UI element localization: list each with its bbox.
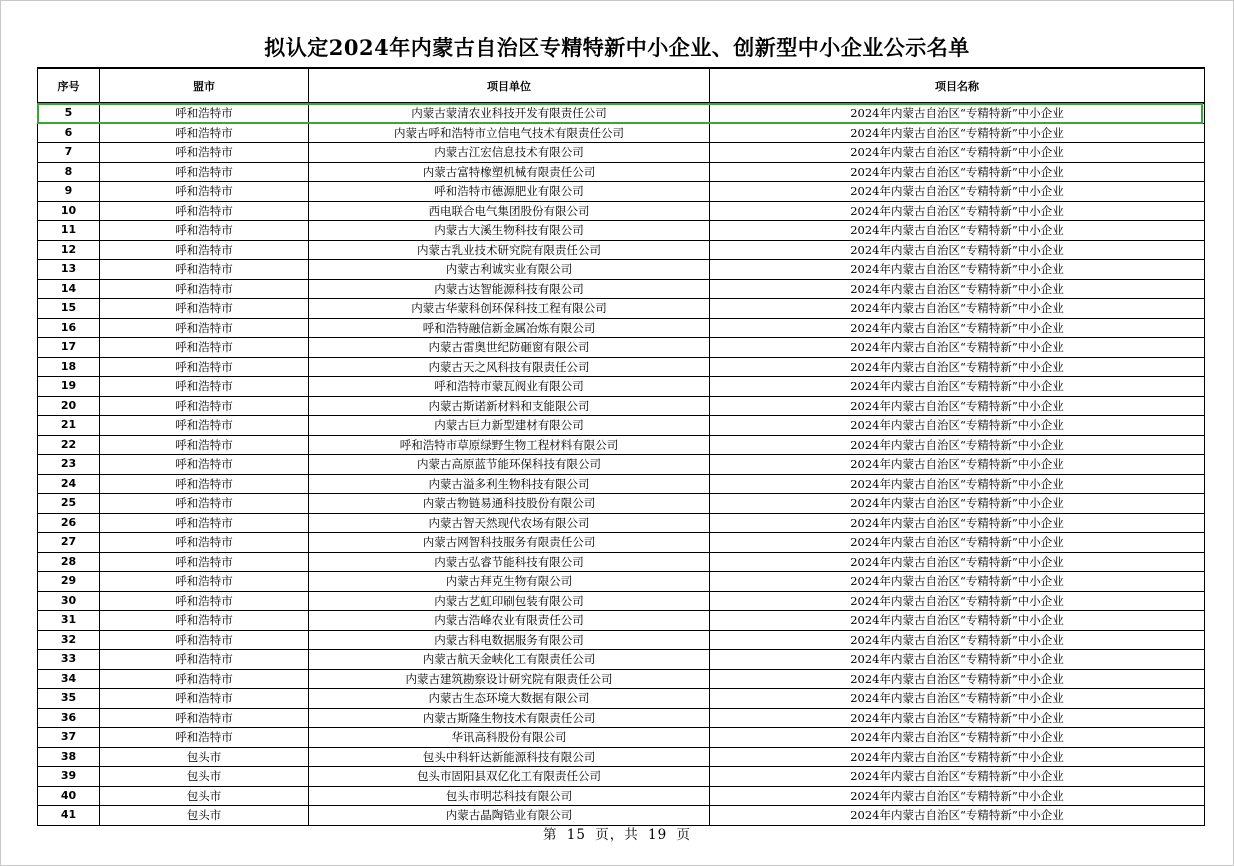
seq-cell: 35 [38, 689, 100, 709]
project-name-cell: 2024年内蒙古自治区“专精特新”中小企业 [710, 806, 1205, 826]
project-name-cell: 2024年内蒙古自治区“专精特新”中小企业 [710, 669, 1205, 689]
unit-cell: 华讯高科股份有限公司 [309, 728, 710, 748]
unit-cell: 呼和浩特融信新金属冶炼有限公司 [309, 318, 710, 338]
project-name-cell: 2024年内蒙古自治区“专精特新”中小企业 [710, 201, 1205, 221]
project-name-cell: 2024年内蒙古自治区“专精特新”中小企业 [710, 611, 1205, 631]
city-cell: 呼和浩特市 [100, 611, 309, 631]
project-name-cell: 2024年内蒙古自治区“专精特新”中小企业 [710, 728, 1205, 748]
project-name-cell: 2024年内蒙古自治区“专精特新”中小企业 [710, 279, 1205, 299]
unit-cell: 呼和浩特市德源肥业有限公司 [309, 182, 710, 202]
header-city: 盟市 [100, 68, 309, 103]
unit-cell: 内蒙古富特橡塑机械有限责任公司 [309, 162, 710, 182]
seq-cell: 10 [38, 201, 100, 221]
project-name-cell: 2024年内蒙古自治区“专精特新”中小企业 [710, 767, 1205, 787]
project-name-cell: 2024年内蒙古自治区“专精特新”中小企业 [710, 377, 1205, 397]
table-row[interactable] [38, 416, 1205, 436]
table-row[interactable] [38, 377, 1205, 397]
table-row[interactable] [38, 747, 1205, 767]
seq-cell: 30 [38, 591, 100, 611]
city-cell: 呼和浩特市 [100, 240, 309, 260]
seq-cell: 29 [38, 572, 100, 592]
table-row[interactable] [38, 357, 1205, 377]
project-name-cell: 2024年内蒙古自治区“专精特新”中小企业 [710, 591, 1205, 611]
seq-cell: 12 [38, 240, 100, 260]
city-cell: 呼和浩特市 [100, 357, 309, 377]
unit-cell: 内蒙古高原蓝节能环保科技有限公司 [309, 455, 710, 475]
unit-cell: 内蒙古物链易通科技股份有限公司 [309, 494, 710, 514]
city-cell: 包头市 [100, 806, 309, 826]
project-name-cell: 2024年内蒙古自治区“专精特新”中小企业 [710, 162, 1205, 182]
table-row[interactable] [38, 162, 1205, 182]
project-name-cell: 2024年内蒙古自治区“专精特新”中小企业 [710, 143, 1205, 163]
table-row[interactable] [38, 279, 1205, 299]
table-header-row [38, 68, 1205, 103]
city-cell: 呼和浩特市 [100, 201, 309, 221]
city-cell: 呼和浩特市 [100, 377, 309, 397]
table-row[interactable] [38, 611, 1205, 631]
seq-cell: 13 [38, 260, 100, 280]
city-cell: 呼和浩特市 [100, 338, 309, 358]
table-row[interactable] [38, 182, 1205, 202]
unit-cell: 包头中科轩达新能源科技有限公司 [309, 747, 710, 767]
unit-cell: 内蒙古科电数据服务有限公司 [309, 630, 710, 650]
table-body [38, 103, 1205, 825]
table-row[interactable] [38, 689, 1205, 709]
table-row[interactable] [38, 240, 1205, 260]
city-cell: 呼和浩特市 [100, 221, 309, 241]
unit-cell: 内蒙古溢多利生物科技有限公司 [309, 474, 710, 494]
city-cell: 包头市 [100, 767, 309, 787]
seq-cell: 16 [38, 318, 100, 338]
seq-cell: 36 [38, 708, 100, 728]
table-row[interactable] [38, 708, 1205, 728]
table-row[interactable] [38, 143, 1205, 163]
project-name-cell: 2024年内蒙古自治区“专精特新”中小企业 [710, 552, 1205, 572]
city-cell: 呼和浩特市 [100, 552, 309, 572]
project-name-cell: 2024年内蒙古自治区“专精特新”中小企业 [710, 103, 1205, 123]
project-name-cell: 2024年内蒙古自治区“专精特新”中小企业 [710, 650, 1205, 670]
project-name-cell: 2024年内蒙古自治区“专精特新”中小企业 [710, 416, 1205, 436]
unit-cell: 内蒙古大溪生物科技有限公司 [309, 221, 710, 241]
project-name-cell: 2024年内蒙古自治区“专精特新”中小企业 [710, 474, 1205, 494]
header-unit: 项目单位 [309, 68, 710, 103]
unit-cell: 内蒙古智天然现代农场有限公司 [309, 513, 710, 533]
table-row[interactable] [38, 533, 1205, 553]
city-cell: 呼和浩特市 [100, 669, 309, 689]
city-cell: 呼和浩特市 [100, 513, 309, 533]
city-cell: 呼和浩特市 [100, 591, 309, 611]
project-name-cell: 2024年内蒙古自治区“专精特新”中小企业 [710, 318, 1205, 338]
seq-cell: 40 [38, 786, 100, 806]
project-name-cell: 2024年内蒙古自治区“专精特新”中小企业 [710, 533, 1205, 553]
city-cell: 呼和浩特市 [100, 572, 309, 592]
unit-cell: 内蒙古乳业技术研究院有限责任公司 [309, 240, 710, 260]
table-row[interactable] [38, 260, 1205, 280]
unit-cell: 内蒙古江宏信息技术有限公司 [309, 143, 710, 163]
table-row[interactable] [38, 786, 1205, 806]
unit-cell: 内蒙古蒙清农业科技开发有限责任公司 [309, 103, 710, 123]
project-name-cell: 2024年内蒙古自治区“专精特新”中小企业 [710, 260, 1205, 280]
table-row[interactable] [38, 474, 1205, 494]
table-row[interactable] [38, 552, 1205, 572]
footer-prefix: 第 [542, 827, 558, 843]
project-name-cell: 2024年内蒙古自治区“专精特新”中小企业 [710, 435, 1205, 455]
seq-cell: 41 [38, 806, 100, 826]
city-cell: 呼和浩特市 [100, 162, 309, 182]
project-name-cell: 2024年内蒙古自治区“专精特新”中小企业 [710, 455, 1205, 475]
seq-cell: 22 [38, 435, 100, 455]
seq-cell: 7 [38, 143, 100, 163]
seq-cell: 32 [38, 630, 100, 650]
table-row[interactable] [38, 299, 1205, 319]
project-name-cell: 2024年内蒙古自治区“专精特新”中小企业 [710, 221, 1205, 241]
seq-cell: 21 [38, 416, 100, 436]
city-cell: 呼和浩特市 [100, 630, 309, 650]
seq-cell: 38 [38, 747, 100, 767]
table-row[interactable] [38, 201, 1205, 221]
table-row[interactable] [38, 669, 1205, 689]
table-row[interactable] [38, 767, 1205, 787]
table-row[interactable] [38, 728, 1205, 748]
project-name-cell: 2024年内蒙古自治区“专精特新”中小企业 [710, 396, 1205, 416]
unit-cell: 内蒙古生态环境大数据有限公司 [309, 689, 710, 709]
table-row[interactable] [38, 513, 1205, 533]
table-row[interactable] [38, 630, 1205, 650]
project-name-cell: 2024年内蒙古自治区“专精特新”中小企业 [710, 786, 1205, 806]
table-row[interactable] [38, 591, 1205, 611]
project-name-cell: 2024年内蒙古自治区“专精特新”中小企业 [710, 299, 1205, 319]
seq-cell: 25 [38, 494, 100, 514]
table-row[interactable] [38, 455, 1205, 475]
city-cell: 呼和浩特市 [100, 103, 309, 123]
unit-cell: 内蒙古斯诺新材料和支能限公司 [309, 396, 710, 416]
page-footer [0, 823, 1234, 843]
seq-cell: 9 [38, 182, 100, 202]
seq-cell: 19 [38, 377, 100, 397]
unit-cell: 内蒙古网智科技服务有限责任公司 [309, 533, 710, 553]
seq-cell: 8 [38, 162, 100, 182]
project-name-cell: 2024年内蒙古自治区“专精特新”中小企业 [710, 240, 1205, 260]
table-row[interactable] [38, 103, 1205, 123]
footer-suffix: 页 [676, 827, 692, 843]
project-name-cell: 2024年内蒙古自治区“专精特新”中小企业 [710, 123, 1205, 143]
seq-cell: 31 [38, 611, 100, 631]
project-name-cell: 2024年内蒙古自治区“专精特新”中小企业 [710, 513, 1205, 533]
city-cell: 呼和浩特市 [100, 143, 309, 163]
table-row[interactable] [38, 123, 1205, 143]
unit-cell: 西电联合电气集团股份有限公司 [309, 201, 710, 221]
unit-cell: 呼和浩特市草原绿野生物工程材料有限公司 [309, 435, 710, 455]
project-name-cell: 2024年内蒙古自治区“专精特新”中小企业 [710, 572, 1205, 592]
document-title: 拟认定2024年内蒙古自治区专精特新中小企业、创新型中小企业公示名单 [264, 35, 970, 60]
city-cell: 呼和浩特市 [100, 279, 309, 299]
project-name-cell: 2024年内蒙古自治区“专精特新”中小企业 [710, 338, 1205, 358]
unit-cell: 内蒙古弘睿节能科技有限公司 [309, 552, 710, 572]
seq-cell: 5 [38, 103, 100, 123]
footer-current-page: 15 [566, 827, 586, 843]
seq-cell: 6 [38, 123, 100, 143]
city-cell: 呼和浩特市 [100, 728, 309, 748]
table-row[interactable] [38, 494, 1205, 514]
seq-cell: 27 [38, 533, 100, 553]
city-cell: 呼和浩特市 [100, 533, 309, 553]
table-row[interactable] [38, 318, 1205, 338]
city-cell: 呼和浩特市 [100, 474, 309, 494]
seq-cell: 39 [38, 767, 100, 787]
city-cell: 呼和浩特市 [100, 416, 309, 436]
seq-cell: 28 [38, 552, 100, 572]
project-name-cell: 2024年内蒙古自治区“专精特新”中小企业 [710, 182, 1205, 202]
project-name-cell: 2024年内蒙古自治区“专精特新”中小企业 [710, 708, 1205, 728]
unit-cell: 内蒙古建筑勘察设计研究院有限责任公司 [309, 669, 710, 689]
project-name-cell: 2024年内蒙古自治区“专精特新”中小企业 [710, 630, 1205, 650]
seq-cell: 23 [38, 455, 100, 475]
table-row[interactable] [38, 338, 1205, 358]
seq-cell: 33 [38, 650, 100, 670]
seq-cell: 14 [38, 279, 100, 299]
seq-cell: 37 [38, 728, 100, 748]
unit-cell: 内蒙古浩峰农业有限责任公司 [309, 611, 710, 631]
footer-middle: 页，共 [595, 827, 639, 843]
project-name-cell: 2024年内蒙古自治区“专精特新”中小企业 [710, 357, 1205, 377]
seq-cell: 18 [38, 357, 100, 377]
city-cell: 呼和浩特市 [100, 435, 309, 455]
city-cell: 呼和浩特市 [100, 455, 309, 475]
city-cell: 呼和浩特市 [100, 299, 309, 319]
city-cell: 呼和浩特市 [100, 494, 309, 514]
unit-cell: 内蒙古达智能源科技有限公司 [309, 279, 710, 299]
table-row[interactable] [38, 396, 1205, 416]
unit-cell: 内蒙古晶陶锆业有限公司 [309, 806, 710, 826]
table-row[interactable] [38, 650, 1205, 670]
unit-cell: 内蒙古华蒙科创环保科技工程有限公司 [309, 299, 710, 319]
unit-cell: 内蒙古呼和浩特市立信电气技术有限责任公司 [309, 123, 710, 143]
unit-cell: 包头市固阳县双亿化工有限责任公司 [309, 767, 710, 787]
unit-cell: 内蒙古拜克生物有限公司 [309, 572, 710, 592]
unit-cell: 内蒙古雷奥世纪防砸窗有限公司 [309, 338, 710, 358]
seq-cell: 17 [38, 338, 100, 358]
footer-total-pages: 19 [648, 827, 668, 843]
city-cell: 呼和浩特市 [100, 182, 309, 202]
seq-cell: 15 [38, 299, 100, 319]
seq-cell: 26 [38, 513, 100, 533]
table-row[interactable] [38, 572, 1205, 592]
unit-cell: 内蒙古斯隆生物技术有限责任公司 [309, 708, 710, 728]
city-cell: 呼和浩特市 [100, 123, 309, 143]
seq-cell: 24 [38, 474, 100, 494]
project-name-cell: 2024年内蒙古自治区“专精特新”中小企业 [710, 689, 1205, 709]
project-name-cell: 2024年内蒙古自治区“专精特新”中小企业 [710, 494, 1205, 514]
seq-cell: 34 [38, 669, 100, 689]
unit-cell: 内蒙古天之风科技有限责任公司 [309, 357, 710, 377]
header-project-name: 项目名称 [710, 68, 1205, 103]
city-cell: 呼和浩特市 [100, 260, 309, 280]
unit-cell: 内蒙古利诚实业有限公司 [309, 260, 710, 280]
table-row[interactable] [38, 435, 1205, 455]
project-name-cell: 2024年内蒙古自治区“专精特新”中小企业 [710, 747, 1205, 767]
unit-cell: 内蒙古航天金峡化工有限责任公司 [309, 650, 710, 670]
city-cell: 呼和浩特市 [100, 318, 309, 338]
unit-cell: 内蒙古巨力新型建材有限公司 [309, 416, 710, 436]
unit-cell: 呼和浩特市蒙瓦阀业有限公司 [309, 377, 710, 397]
seq-cell: 20 [38, 396, 100, 416]
enterprise-list-table [37, 67, 1205, 826]
unit-cell: 包头市明芯科技有限公司 [309, 786, 710, 806]
city-cell: 呼和浩特市 [100, 689, 309, 709]
city-cell: 呼和浩特市 [100, 396, 309, 416]
city-cell: 呼和浩特市 [100, 650, 309, 670]
city-cell: 包头市 [100, 786, 309, 806]
table-row[interactable] [38, 221, 1205, 241]
unit-cell: 内蒙古艺虹印刷包装有限公司 [309, 591, 710, 611]
seq-cell: 11 [38, 221, 100, 241]
header-seq: 序号 [38, 68, 100, 103]
city-cell: 包头市 [100, 747, 309, 767]
city-cell: 呼和浩特市 [100, 708, 309, 728]
